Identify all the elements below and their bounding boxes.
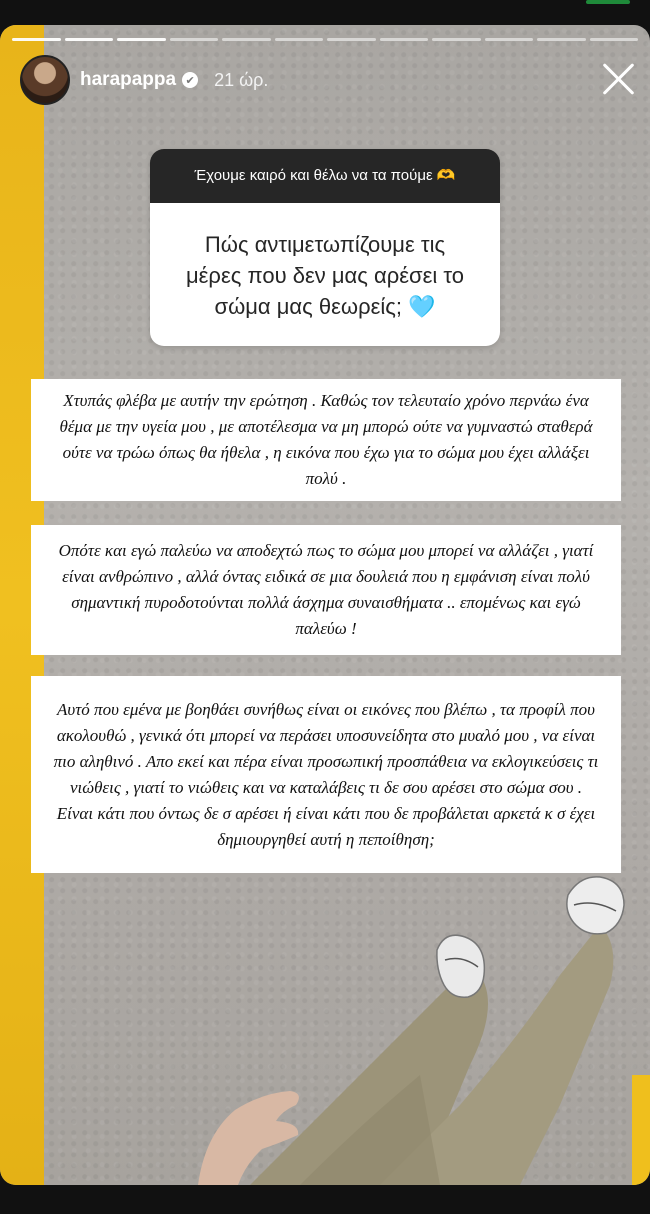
close-icon[interactable]: [600, 60, 636, 96]
question-sticker-header: Έχουμε καιρό και θέλω να τα πούμε 🫶: [150, 149, 500, 203]
story-progress-bar: [12, 38, 638, 41]
verified-badge-icon: ✔: [182, 72, 198, 88]
post-time: 21 ώρ.: [214, 69, 269, 90]
question-sticker[interactable]: [150, 149, 500, 346]
question-sticker-text: Πώς αντιμετωπίζουμε τις μέρες που δεν μας αρέσει το σώμα μας θεωρείς; 🩵: [150, 203, 500, 346]
answer-text-block: Αυτό που εμένα με βοηθάει συνήθως είναι οι εικόνες που βλέπω , τα προφίλ που ακολουθώ , γενικά ότι μπορεί να περάσει υποσυνείδητα στο μυαλό μου , να είναι πιο αληθινό . Απο εκεί και πέρα είναι προσωπική προσπάθεια να εκλογικεύσεις τι νιώθεις , γιατί το νιώθεις και να καταλάβεις τι δε σου αρέσει στο σώμα σου . Είναι κάτι που όντως δε σ αρέσει ή είναι κάτι που δε προβάλεται αρκετά κ σ έχει δημιουργηθεί αυτή η πεποίθηση;: [31, 676, 621, 873]
avatar[interactable]: [20, 55, 70, 105]
answer-text-block: Χτυπάς φλέβα με αυτήν την ερώτηση . Καθώς τον τελευταίο χρόνο περνάω ένα θέμα με την υγεία μου , με αποτέλεσμα να μη μπορώ ούτε να γυμναστώ σταθερά ούτε να τρώω όπως θα ήθελα , η εικόνα που έχω για το σώμα μου έχει αλλάξει πολύ .: [31, 379, 621, 501]
status-indicator: [586, 0, 630, 4]
answer-text-block: Οπότε και εγώ παλεύω να αποδεχτώ πως το σώμα μου μπορεί να αλλάζει , γιατί είναι ανθρώπινο , αλλά όντας ειδικά σε μια δουλειά που η εμφάνιση είναι πολύ σημαντική πυροδοτούνται πολλά άσχημα συναισθήματα .. επομένως και εγώ παλεύω !: [31, 525, 621, 655]
username[interactable]: harapappa: [80, 69, 177, 90]
story-view[interactable]: [0, 25, 650, 1185]
story-header: [20, 55, 268, 105]
